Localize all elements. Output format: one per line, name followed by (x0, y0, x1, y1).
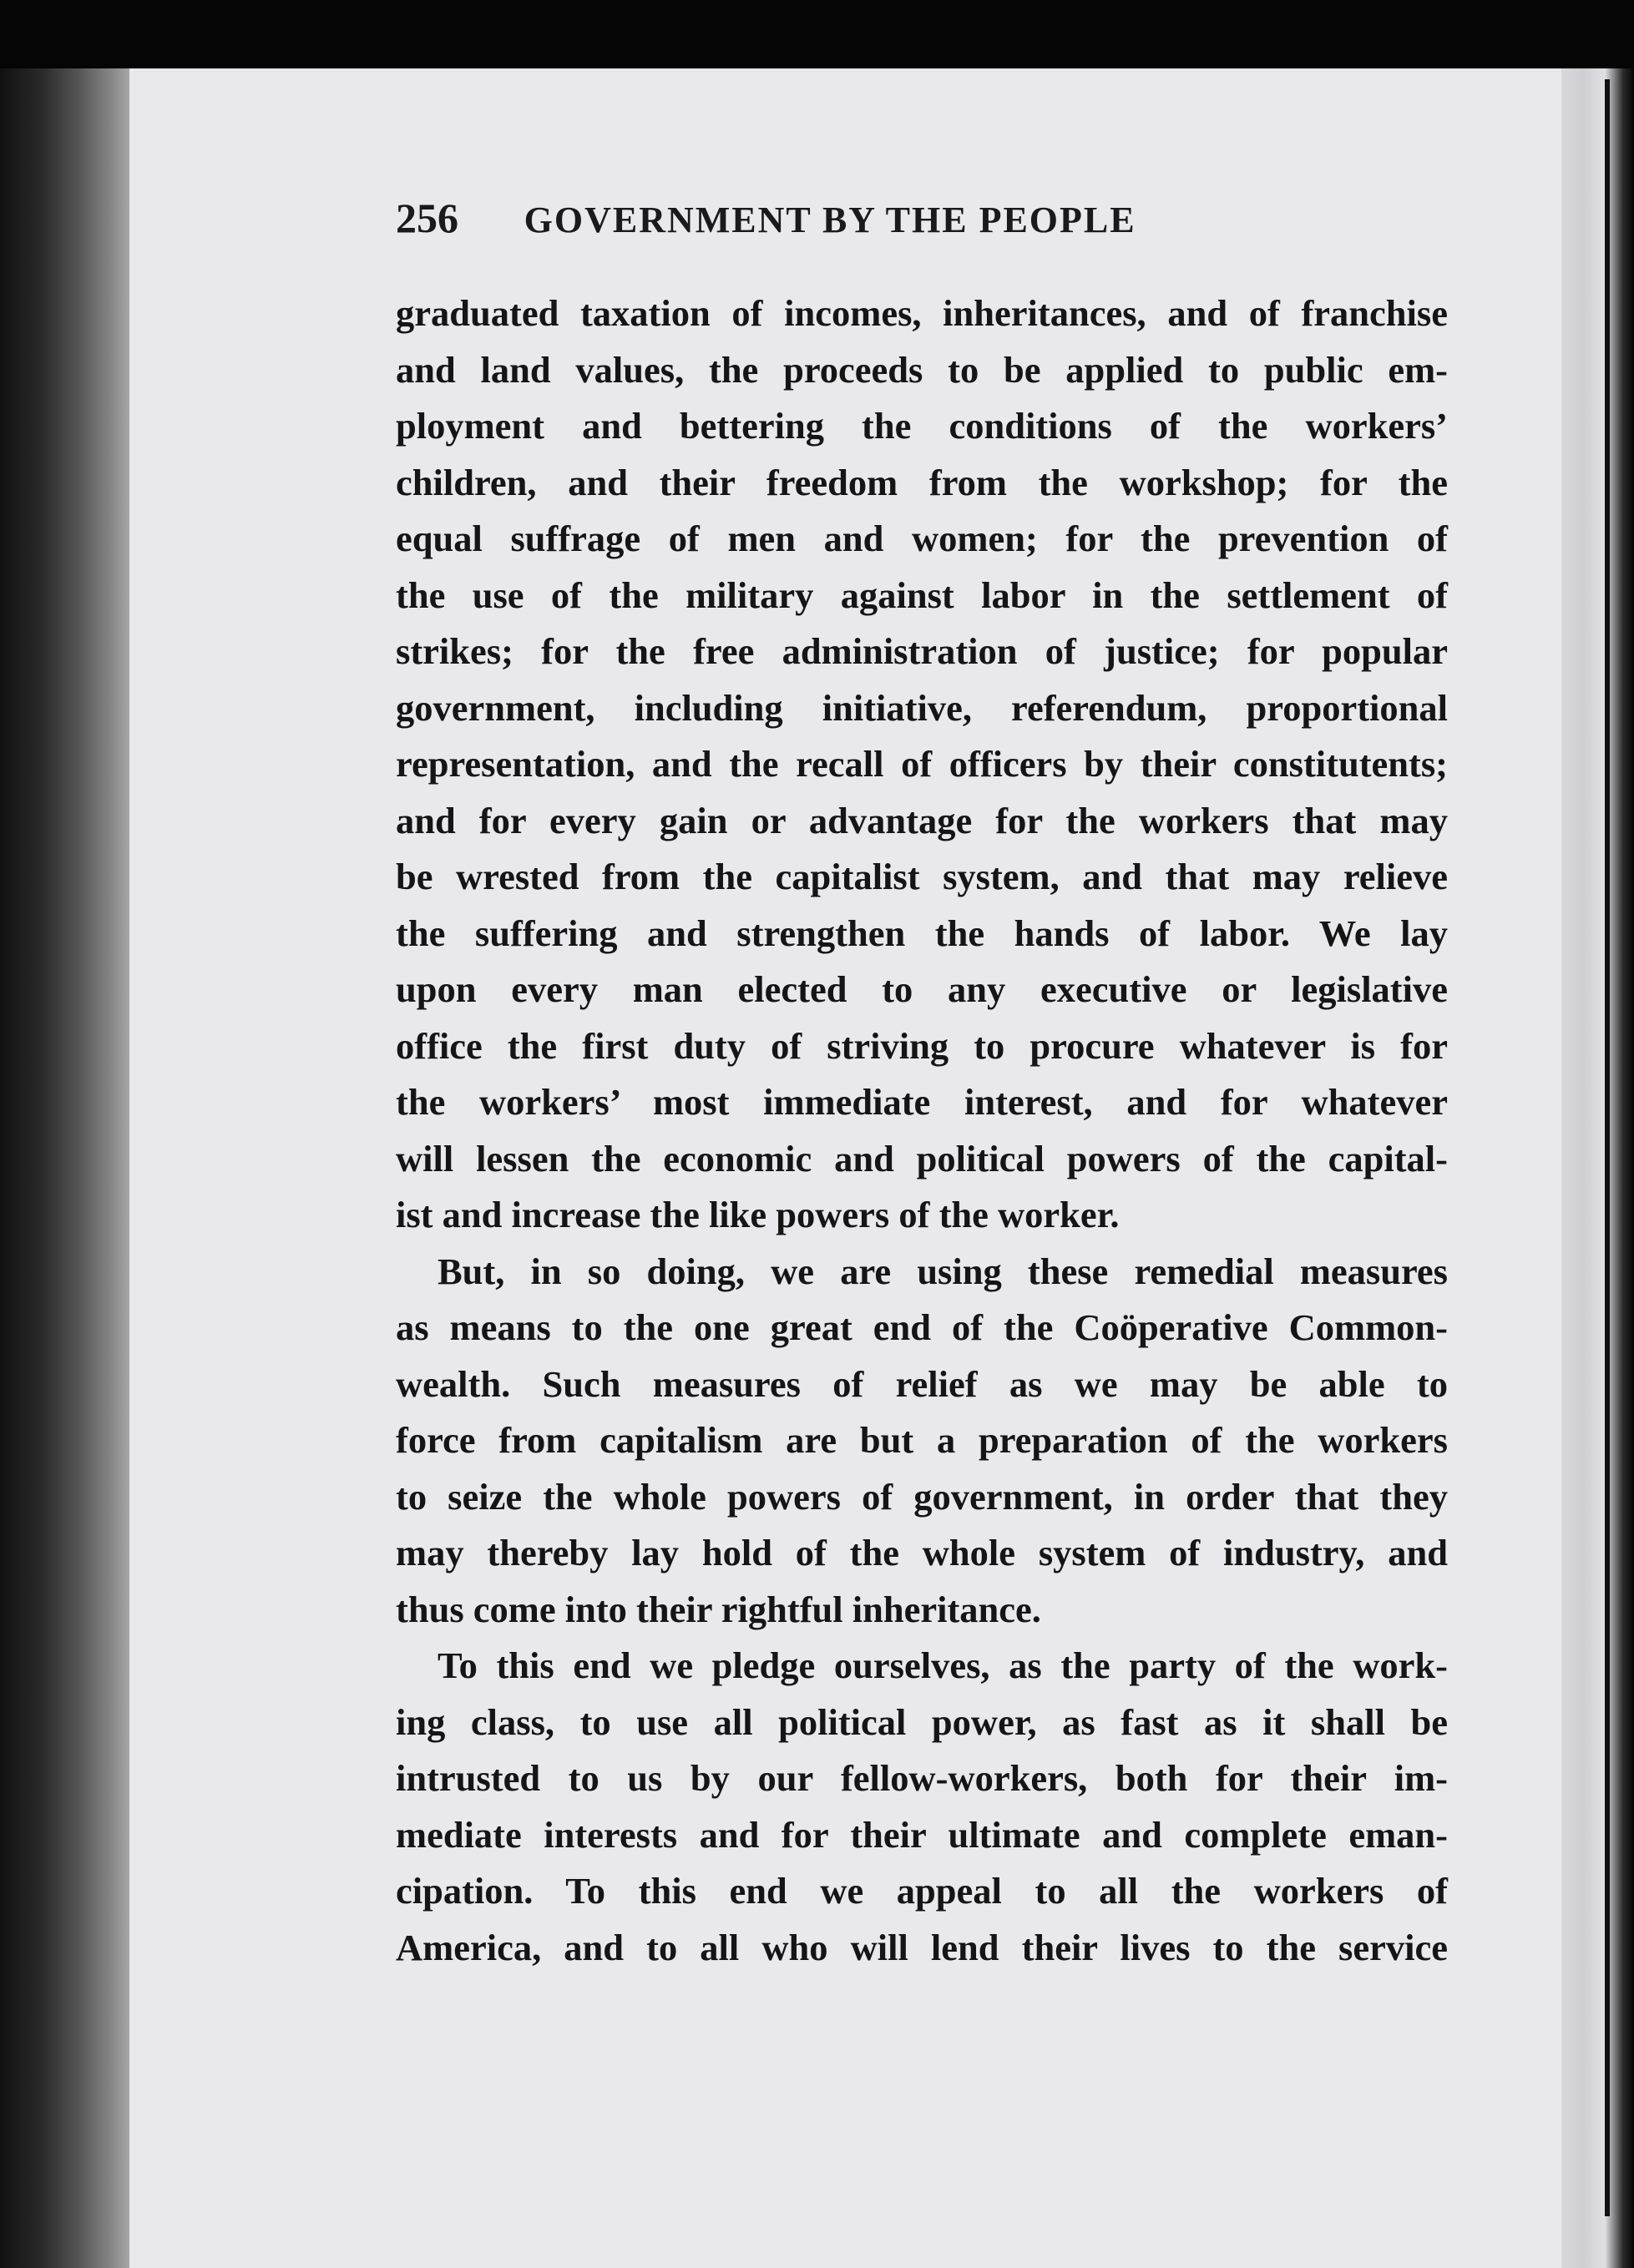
text-line: children, and their freedom from the workshop; for the (396, 461, 1448, 503)
text-line: But, in so doing, we are using these remedial measures (438, 1250, 1448, 1292)
paragraph (396, 1244, 1448, 1639)
text-line: mediate interests and for their ultimate and complete eman- (396, 1813, 1448, 1856)
text-line: intrusted to us by our fellow-workers, both for their im- (396, 1757, 1448, 1799)
text-line: thus come into their rightful inheritance. (396, 1588, 1041, 1630)
text-line: office the first duty of striving to procure whatever is for (396, 1024, 1448, 1067)
text-line: as means to the one great end of the Coöperative Common- (396, 1306, 1448, 1348)
text-line: will lessen the economic and political powers of the capital- (396, 1137, 1448, 1179)
text-line: cipation. To this end we appeal to all the workers of (396, 1870, 1448, 1912)
text-line: and land values, the proceeds to be applied to public em- (396, 348, 1448, 391)
page-number: 256 (396, 194, 458, 241)
text-line: be wrested from the capitalist system, and that may relieve (396, 856, 1448, 897)
book-spine-shadow (0, 68, 142, 2268)
text-line: government, including initiative, referendum, proportional (396, 686, 1448, 729)
text-line: and for every gain or advantage for the workers that may (396, 799, 1448, 841)
text-line: force from capitalism are but a preparation of the workers (396, 1419, 1448, 1461)
text-line: ployment and bettering the conditions of the workers’ (396, 405, 1448, 447)
text-line: may thereby lay hold of the whole system of industry, and (396, 1532, 1448, 1573)
text-line: the suffering and strengthen the hands of labor. We lay (396, 912, 1448, 954)
text-line: ist and increase the like powers of the worker. (396, 1194, 1120, 1235)
text-line: the workers’ most immediate interest, and for whatever (396, 1081, 1448, 1123)
text-line: ing class, to use all political power, as fast as it shall be (396, 1700, 1448, 1743)
text-line: to seize the whole powers of government, in order that they (396, 1475, 1448, 1518)
paragraph (396, 1638, 1448, 1976)
paragraph (396, 285, 1448, 1244)
text-line: graduated taxation of incomes, inheritances, and of franchise (396, 292, 1448, 334)
text-line: strikes; for the free administration of justice; for popular (396, 630, 1448, 672)
text-line: America, and to all who will lend their lives to the service (396, 1926, 1448, 1968)
text-line: representation, and the recall of officers by their constitutents; (396, 743, 1448, 785)
text-line: upon every man elected to any executive or legislative (396, 968, 1448, 1010)
running-head (396, 194, 1314, 252)
text-line: equal suffrage of men and women; for the prevention of (396, 518, 1448, 559)
text-line: wealth. Such measures of relief as we may be able to (396, 1362, 1448, 1405)
text-line: the use of the military against labor in the settlement of (396, 573, 1448, 616)
book-title: GOVERNMENT BY THE PEOPLE (524, 200, 1136, 240)
page-edge-line (1605, 79, 1610, 2216)
text-line: To this end we pledge ourselves, as the party of the work- (438, 1644, 1448, 1686)
page-edge (1561, 68, 1634, 2268)
body-text (396, 285, 1448, 1976)
